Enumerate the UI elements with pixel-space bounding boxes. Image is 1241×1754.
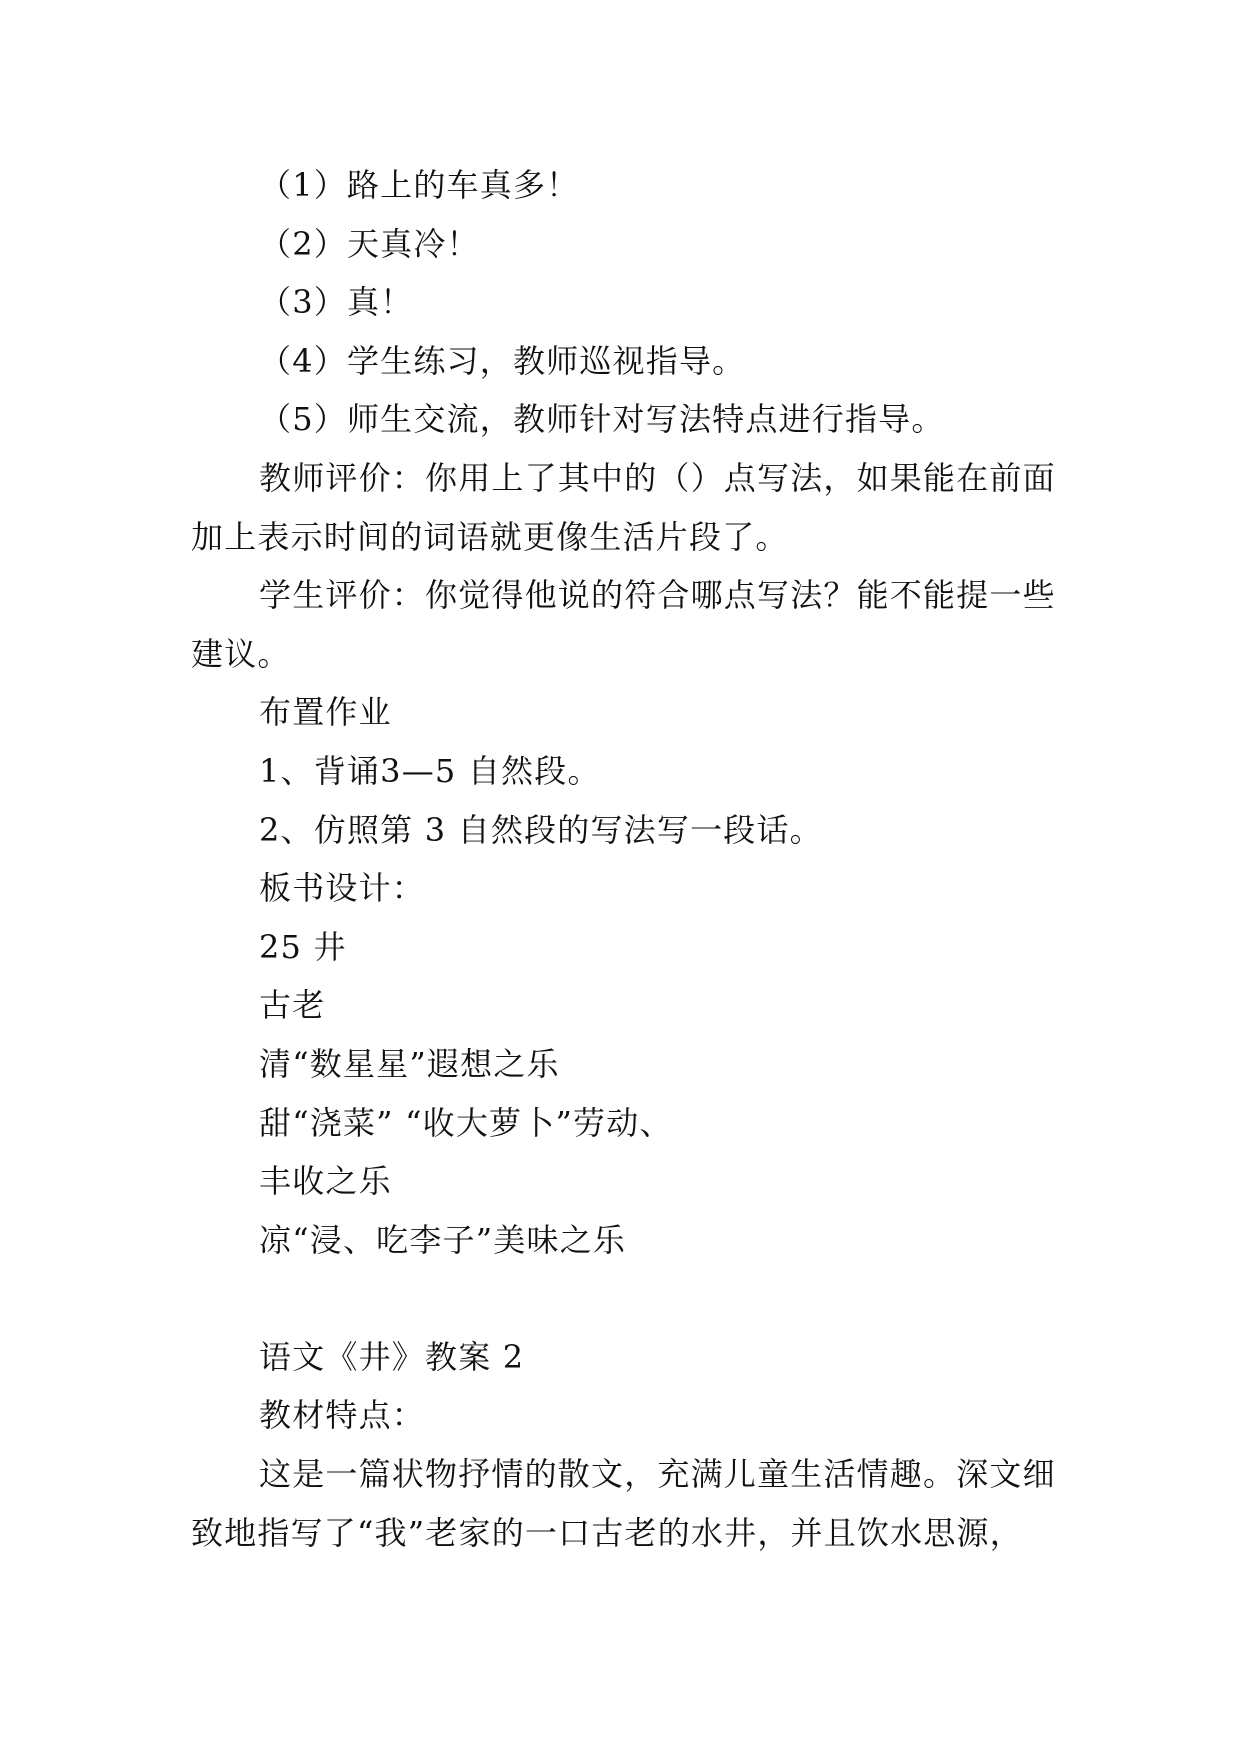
board-design-line: 丰收之乐 [259,1162,392,1201]
homework-item: 2、仿照第 3 自然段的写法写一段话。 [259,810,823,849]
homework-section [191,683,1241,859]
paragraph-line: 建议。 [191,634,291,673]
paragraph-line: 这是一篇状物抒情的散文，充满儿童生活情趣。深文细 [259,1455,1056,1494]
lesson-title: 语文《井》教案 2 [259,1337,525,1376]
board-design-heading: 板书设计： [259,869,426,908]
paragraph-line: 学生评价：你觉得他说的符合哪点写法？能不能提一些 [259,576,1056,615]
exercise-item: （2）天真冷！ [259,224,480,263]
blank-line [191,1269,1241,1328]
lesson-2-section [191,1328,1241,1562]
homework-item: 1、背诵3—5 自然段。 [259,751,601,790]
exercise-item: （1）路上的车真多！ [259,166,580,204]
paragraph-line: 教师评价：你用上了其中的（）点写法，如果能在前面 [259,458,1056,497]
board-design-line: 甜“浇菜” “收大萝卜”劳动、 [259,1103,673,1142]
exercise-item: （5）师生交流，教师针对写法特点进行指导。 [259,400,945,439]
exercise-item: （4）学生练习，教师巡视指导。 [259,341,746,380]
student-evaluation-paragraph [191,566,1241,683]
board-design-line: 凉“浸、吃李子”美味之乐 [259,1220,627,1259]
board-design-line: 古老 [259,986,326,1025]
board-design-section [191,859,1241,1269]
material-heading: 教材特点： [259,1396,426,1435]
teacher-evaluation-paragraph [191,449,1241,566]
paragraph-line: 致地指写了“我”老家的一口古老的水井，并且饮水思源， [191,1513,1023,1552]
board-design-line: 清“数星星”遐想之乐 [259,1044,560,1083]
paragraph-line: 加上表示时间的词语就更像生活片段了。 [191,517,789,556]
homework-heading: 布置作业 [259,693,392,732]
exercise-item: （3）真！ [259,283,414,322]
board-design-line: 25 井 [259,927,347,966]
